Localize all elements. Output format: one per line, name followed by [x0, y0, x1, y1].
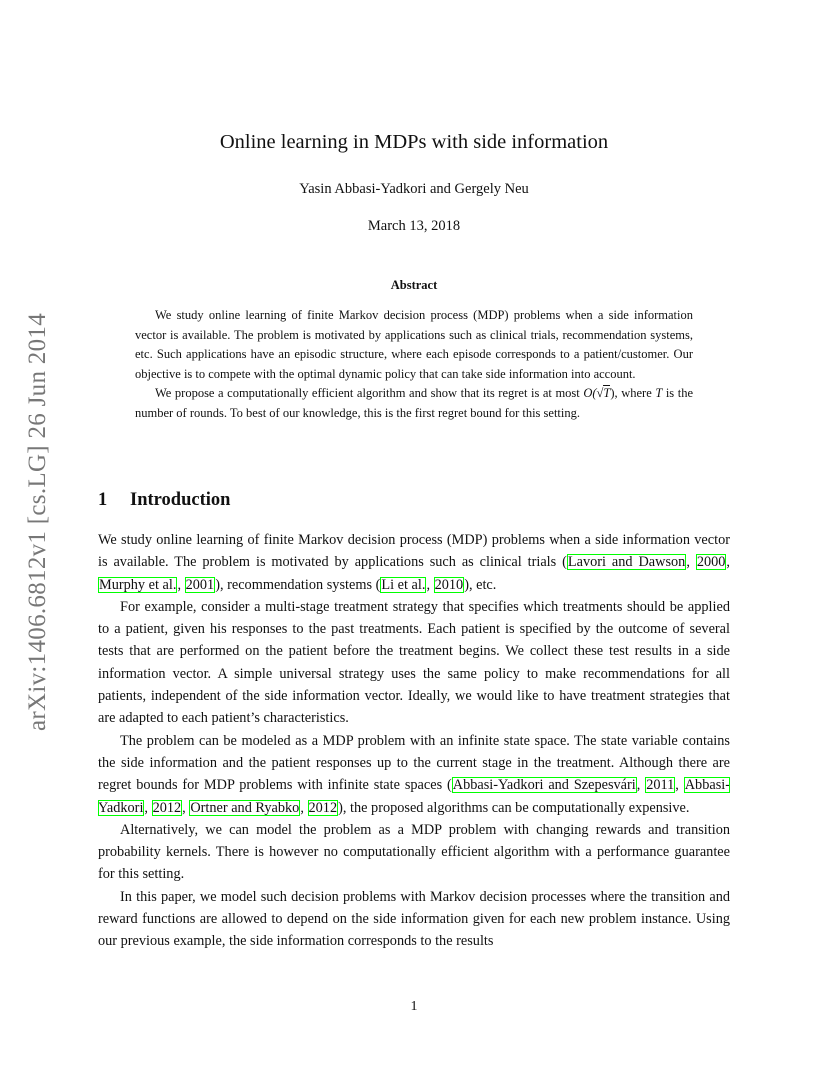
arxiv-identifier: arXiv:1406.6812v1 [cs.LG] 26 Jun 2014 — [24, 313, 51, 731]
paragraph-2: For example, consider a multi-stage treatment strategy that specifies which treatments should be applied to a patient, given his responses to the past treatments. Each patient is specified by the outcome of several tests that are performed on the patient before the treatment begins. We collect these test results in a side information vector. A simple universal strategy uses the same policy to make recommendations for all patients, independent of the side information vector. Ideally, we would like to have treatment strategies that are adapted to each patient’s characteristics. — [98, 598, 730, 727]
math-variable: T — [655, 386, 663, 401]
text: ), the proposed algorithms can be computationally expensive. — [338, 799, 690, 816]
paper-authors: Yasin Abbasi-Yadkori and Gergely Neu — [299, 181, 529, 197]
text: , — [686, 554, 696, 571]
abstract-heading: Abstract — [390, 278, 438, 292]
math-sqrt-argument: T — [603, 386, 611, 401]
text: , — [177, 576, 185, 593]
text: The problem can be modeled as a MDP problem with an infinite state space. The state variable contains the side information and the patient responses up to the current stage in the treatment. Although there are regret bounds for MDP problems with infinite state spaces ( — [98, 732, 730, 794]
abstract-paragraph-1: We study online learning of finite Markov decision process (MDP) problems when a side information vector is available. The problem is motivated by applications such as clinical trials, recommendation systems, etc. Such applications have an episodic structure, where each episode corresponds to a patient/customer. Our objective is to compete with the optimal dynamic policy that can take side information into account. — [135, 308, 693, 381]
citation-year-link[interactable]: 2001 — [185, 576, 215, 593]
math-sqrt-symbol: √ — [596, 386, 604, 401]
abstract-paragraph-2 — [135, 384, 693, 423]
math-o: O( — [583, 386, 597, 401]
section-heading — [98, 490, 230, 511]
text: We study online learning of finite Markov decision process (MDP) problems when a side information vector is available. The problem is motivated by applications such as clinical trials ( — [98, 532, 730, 571]
abstract-text: is the number of rounds. To best of our knowledge, this is the first regret bound for this setting. — [135, 386, 693, 420]
citation-year-link[interactable]: 2012 — [308, 799, 338, 816]
page-number: 1 — [410, 999, 418, 1014]
text: , — [675, 777, 684, 794]
abstract-body — [135, 306, 693, 424]
abstract-text: We propose a computationally efficient algorithm and show that its regret is at most — [155, 386, 584, 401]
paragraph-3 — [98, 730, 730, 819]
text: , — [300, 799, 308, 816]
text: ), recommendation systems ( — [215, 576, 381, 593]
citation-link[interactable]: Abbasi-Yadkori and Szepesvári — [452, 777, 636, 794]
citation-link[interactable]: Abbasi-Yadkori — [98, 777, 730, 816]
paragraph-1 — [98, 529, 730, 596]
citation-link[interactable]: Lavori and Dawson — [567, 554, 686, 571]
citation-year-link[interactable]: 2012 — [152, 799, 182, 816]
text: , — [726, 554, 730, 571]
citation-link[interactable]: Li et al. — [381, 576, 426, 593]
section-number: 1 — [98, 490, 108, 510]
text: ), etc. — [464, 576, 497, 593]
citation-year-link[interactable]: 2011 — [646, 777, 675, 794]
abstract-text: where — [617, 386, 656, 401]
paragraph-5: In this paper, we model such decision problems with Markov decision processes where the transition and reward functions are allowed to depend on the side information given for each new problem instance. Using our previous example, the side information corresponds to the results — [98, 888, 730, 950]
text: , — [426, 576, 434, 593]
section-title: Introduction — [130, 490, 231, 510]
citation-link[interactable]: Murphy et al. — [99, 576, 177, 593]
text: , — [636, 777, 646, 794]
citation-link[interactable]: Ortner and Ryabko — [190, 799, 300, 816]
citation-year-link[interactable]: 2000 — [696, 554, 726, 571]
paper-date: March 13, 2018 — [367, 218, 461, 234]
citation-year-link[interactable]: 2010 — [434, 576, 464, 593]
text: , — [182, 799, 190, 816]
math-close: ), — [610, 386, 618, 401]
paragraph-4: Alternatively, we can model the problem as a MDP problem with changing rewards and transition probability kernels. There is however no computationally efficient algorithm with a performance guarantee for this setting. — [98, 821, 730, 883]
body-text — [98, 529, 730, 953]
paper-title: Online learning in MDPs with side information — [219, 131, 609, 153]
text: , — [144, 799, 152, 816]
